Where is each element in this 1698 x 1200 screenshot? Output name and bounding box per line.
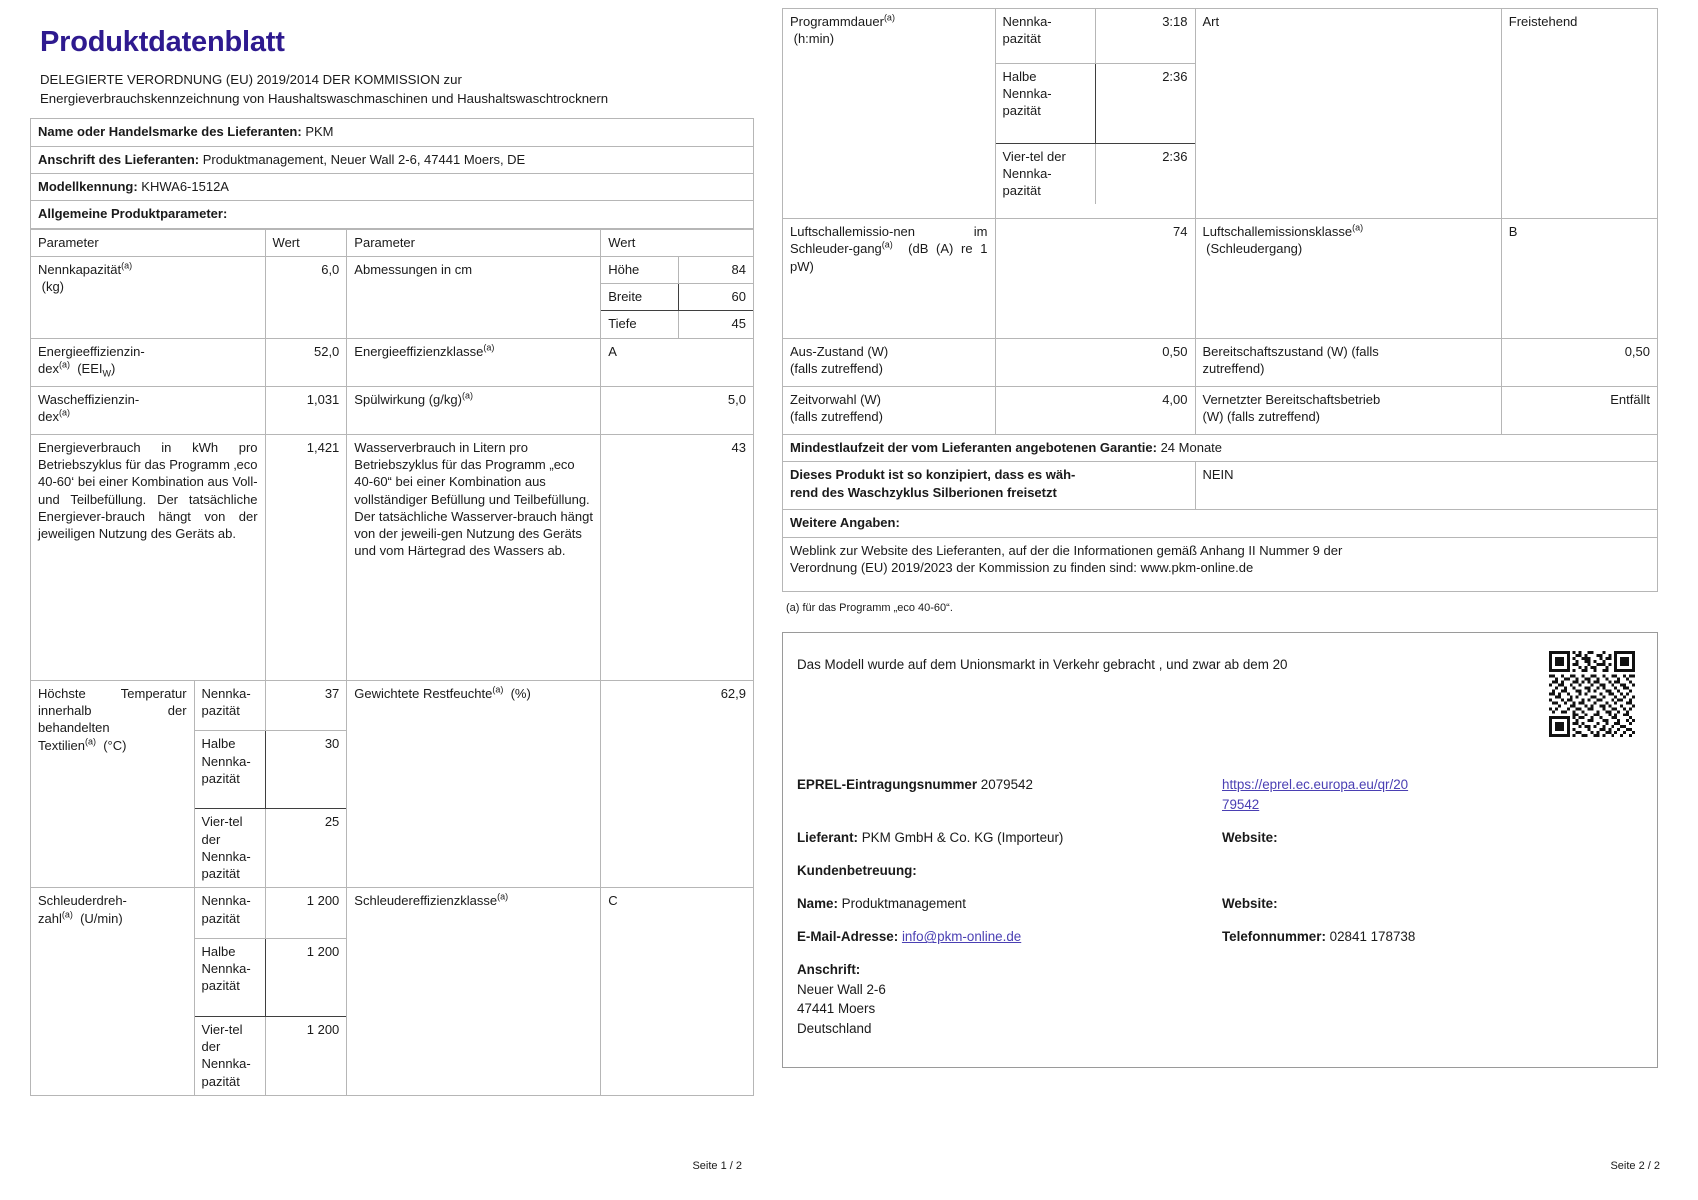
capacity-name-halbe: Halbe Nennka-pazität xyxy=(195,938,266,1016)
footnote-marker-a: (a) xyxy=(497,892,509,903)
footnote-marker-a: (a) xyxy=(58,359,70,370)
capacity-value-viertel: 25 xyxy=(265,809,346,888)
address-line2: 47441 Moers xyxy=(797,1001,876,1017)
lieferant-cell xyxy=(797,824,1206,857)
capacity-value-viertel: 1 200 xyxy=(265,1016,346,1095)
aus-zustand-label-line1: Aus-Zustand (W) xyxy=(790,344,889,359)
spacer-cell xyxy=(1222,857,1631,890)
energieverbrauch-value: 1,421 xyxy=(265,434,347,680)
supplier-name-value: PKM xyxy=(305,124,334,140)
dimension-row xyxy=(601,257,753,284)
qr-code-icon xyxy=(1549,651,1635,737)
schleuderklasse-label-text: Schleudereffizienzklasse xyxy=(354,893,498,909)
schleuder-capacity-cell xyxy=(194,888,347,1096)
footnote-marker-a: (a) xyxy=(84,736,96,747)
nennkapazitaet-unit: (kg) xyxy=(41,279,65,295)
contact-name-cell xyxy=(797,890,1206,923)
spacer-cell xyxy=(1222,956,1631,1047)
header-parameter-right: Parameter xyxy=(347,229,601,256)
supplier-address-row xyxy=(31,146,754,173)
header-parameter-left: Parameter xyxy=(31,229,266,256)
capacity-row xyxy=(996,63,1195,143)
supplier-address-cell xyxy=(31,146,754,173)
subtitle-line-1: DELEGIERTE VERORDNUNG (EU) 2019/2014 DER KOMMISSION zur xyxy=(40,72,462,87)
header-value-right: Wert xyxy=(601,229,754,256)
table-row xyxy=(31,386,754,434)
eei-label-line1: Energieeffizienzin- xyxy=(38,343,145,359)
dimension-name-hoehe: Höhe xyxy=(601,257,678,284)
address-label: Anschrift: xyxy=(797,962,861,978)
bereitschaft-label-line2: zutreffend) xyxy=(1202,361,1265,377)
dimension-row xyxy=(601,311,753,338)
capacity-row xyxy=(195,888,347,938)
art-value: Freistehend xyxy=(1501,9,1657,219)
schleuder-unit: (U/min) xyxy=(80,910,123,926)
schleuder-capacity-table xyxy=(195,888,347,1095)
wascheffizienz-label xyxy=(31,386,266,434)
programmdauer-label-text: Programmdauer xyxy=(790,14,884,29)
supplier-address-label: Anschrift des Lieferanten: xyxy=(38,151,200,167)
wascheffizienz-value: 1,031 xyxy=(265,386,347,434)
eprel-link-cell[interactable] xyxy=(1222,771,1631,824)
capacity-row xyxy=(195,809,347,888)
restfeuchte-unit: (%) xyxy=(510,685,531,701)
address-cell xyxy=(797,956,1206,1047)
vernetzt-label-line1: Vernetzter Bereitschaftsbetrieb xyxy=(1202,392,1381,407)
capacity-row xyxy=(195,1016,347,1095)
schleuder-label xyxy=(31,888,195,1096)
nennkapazitaet-label-text: Nennkapazität xyxy=(38,261,122,277)
eei-label-eei: (EEI xyxy=(77,361,103,376)
energieverbrauch-label: Energieverbrauch in kWh pro Betriebszyklus für das Programm ‚eco 40-60‘ bei einer Kombination aus Voll- und Teilbefüllung. Der tatsächliche Energiever-brauch hängt von der jeweiligen Nutzung des Geräts ab. xyxy=(31,434,266,680)
table-row xyxy=(31,434,754,680)
dimension-name-tiefe: Tiefe xyxy=(601,311,678,338)
abmessungen-cell xyxy=(601,256,754,338)
table-row xyxy=(783,510,1658,537)
general-params-row xyxy=(31,201,754,228)
temperatur-capacity-cell xyxy=(194,680,347,888)
model-cell xyxy=(31,174,754,201)
temperatur-label-text: Höchste Temperatur innerhalb der behandelten Textilien xyxy=(38,685,187,753)
address-line1: Neuer Wall 2-6 xyxy=(797,981,886,997)
dimension-value-tiefe: 45 xyxy=(678,311,753,338)
footnote-marker-a: (a) xyxy=(58,407,70,418)
table-row xyxy=(31,888,754,1096)
temperatur-unit: (°C) xyxy=(103,737,127,753)
kundenbetreuung-label: Kundenbetreuung: xyxy=(797,863,917,878)
capacity-row xyxy=(195,938,347,1016)
page-footer-right: Seite 2 / 2 xyxy=(1610,1160,1660,1172)
silberionen-value: NEIN xyxy=(1195,462,1658,510)
weblink-value[interactable]: www.pkm-online.de xyxy=(1140,559,1254,575)
spuelwirkung-label xyxy=(347,386,601,434)
capacity-value-halbe: 30 xyxy=(265,731,346,809)
programmdauer-label xyxy=(783,9,996,219)
eei-subscript: W xyxy=(102,368,111,379)
table-row xyxy=(31,680,754,888)
wascheffizienz-label-line1: Wascheffizienzin- xyxy=(38,391,140,407)
table-row xyxy=(783,435,1658,462)
luftschallklasse-label xyxy=(1195,219,1501,339)
bereitschaft-label xyxy=(1195,339,1501,387)
nennkapazitaet-label xyxy=(31,256,266,338)
footnote-a: (a) für das Programm „eco 40-60“. xyxy=(786,601,953,614)
table-row xyxy=(783,537,1658,591)
capacity-name-nenn: Nennka-pazität xyxy=(195,888,266,938)
schleuderklasse-value: C xyxy=(601,888,754,1096)
garantie-label: Mindestlaufzeit der vom Lieferanten angebotenen Garantie: xyxy=(790,440,1157,455)
capacity-name-viertel: Vier-tel der Nennka-pazität xyxy=(195,1016,266,1095)
vernetzt-value: Entfällt xyxy=(1501,387,1657,435)
capacity-value-halbe: 2:36 xyxy=(1095,63,1195,143)
market-intro-text: Das Modell wurde auf dem Unionsmarkt in Verkehr gebracht , und zwar ab dem 20 xyxy=(797,656,1288,672)
model-label: Modellkennung: xyxy=(38,179,138,195)
luftschallklasse-value: B xyxy=(1501,219,1657,339)
luftschallklasse-label-line2: (Schleudergang) xyxy=(1206,241,1303,257)
garantie-cell xyxy=(783,435,1658,462)
parameter-table-continued xyxy=(782,8,1658,592)
bereitschaft-label-line1: Bereitschaftszustand (W) (falls xyxy=(1202,344,1379,359)
weitere-angaben-label: Weitere Angaben: xyxy=(783,510,1658,537)
energieklasse-label xyxy=(347,338,601,386)
page-footer-left: Seite 1 / 2 xyxy=(692,1160,742,1172)
table-row xyxy=(783,462,1658,510)
supplier-address-value: Produktmanagement, Neuer Wall 2-6, 47441 Moers, DE xyxy=(202,151,526,167)
eprel-link-line2[interactable]: 79542 xyxy=(1222,796,1260,812)
table-row xyxy=(783,9,1658,219)
zeitvorwahl-value: 4,00 xyxy=(995,387,1195,435)
table-header-row xyxy=(31,229,754,256)
eei-label-line2: dex xyxy=(38,361,59,376)
page-title: Produktdatenblatt xyxy=(40,26,285,58)
dimension-value-hoehe: 84 xyxy=(678,257,753,284)
zeitvorwahl-label-line1: Zeitvorwahl (W) xyxy=(790,392,882,407)
energieklasse-label-text: Energieeffizienzklasse xyxy=(354,343,484,359)
footnote-marker-a: (a) xyxy=(492,684,504,695)
wascheffizienz-label-line2: dex xyxy=(38,409,59,424)
address-line3: Deutschland xyxy=(797,1020,872,1036)
dimension-value-breite: 60 xyxy=(678,284,753,311)
lieferant-label: Lieferant: xyxy=(797,829,859,845)
silberionen-label-line1: Dieses Produkt ist so konzipiert, dass es wäh- xyxy=(790,467,1076,483)
capacity-value-viertel: 2:36 xyxy=(1095,143,1195,204)
table-row xyxy=(783,339,1658,387)
footnote-marker-a: (a) xyxy=(483,342,495,353)
dimensions-table xyxy=(601,257,753,338)
footnote-marker-a: (a) xyxy=(121,260,133,271)
garantie-value: 24 Monate xyxy=(1160,440,1223,455)
capacity-row xyxy=(996,143,1195,204)
capacity-name-halbe: Halbe Nennka-pazität xyxy=(996,63,1096,143)
schleuder-label-line2: zahl xyxy=(38,910,62,926)
model-value: KHWA6-1512A xyxy=(141,179,229,195)
capacity-name-viertel: Vier-tel der Nennka-pazität xyxy=(195,809,266,888)
phone-label: Telefonnummer: xyxy=(1222,929,1326,945)
restfeuchte-label xyxy=(347,680,601,888)
eei-label-close: ) xyxy=(111,361,116,376)
table-row xyxy=(31,256,754,338)
contact-name-value: Produktmanagement xyxy=(841,896,966,912)
footnote-marker-a: (a) xyxy=(461,390,473,401)
footnote-marker-a: (a) xyxy=(883,12,895,23)
luftschall-value: 74 xyxy=(995,219,1195,339)
programmdauer-unit: (h:min) xyxy=(793,31,835,47)
schleuder-label-line1: Schleuderdreh- xyxy=(38,893,127,909)
capacity-value-nenn: 3:18 xyxy=(1095,9,1195,63)
table-row xyxy=(31,338,754,386)
capacity-value-nenn: 1 200 xyxy=(265,888,346,938)
vernetzt-label-line2: (W) (falls zutreffend) xyxy=(1202,409,1321,425)
spuelwirkung-label-text: Spülwirkung (g/kg) xyxy=(354,391,462,407)
supplier-table xyxy=(30,118,754,228)
luftschall-label xyxy=(783,219,996,339)
aus-zustand-label xyxy=(783,339,996,387)
phone-value: 02841 178738 xyxy=(1329,929,1416,945)
temperatur-label xyxy=(31,680,195,888)
wasserverbrauch-value: 43 xyxy=(601,434,754,680)
weblink-line2: Verordnung (EU) 2019/2023 der Kommission zu finden sind: xyxy=(790,559,1137,575)
supplier-name-label: Name oder Handelsmarke des Lieferanten: xyxy=(38,124,302,140)
schleuderklasse-label xyxy=(347,888,601,1096)
email-label: E-Mail-Adresse: xyxy=(797,929,899,945)
capacity-value-halbe: 1 200 xyxy=(265,938,346,1016)
capacity-row xyxy=(996,9,1195,63)
energieklasse-value: A xyxy=(601,338,754,386)
restfeuchte-value: 62,9 xyxy=(601,680,754,888)
supplier-name-row xyxy=(31,119,754,146)
luftschall-label-text: Luftschallemissio-nen im Schleuder-gang xyxy=(790,224,988,257)
eprel-link-line1[interactable]: https://eprel.ec.europa.eu/qr/20 xyxy=(1222,776,1409,792)
aus-zustand-value: 0,50 xyxy=(995,339,1195,387)
dimension-name-breite: Breite xyxy=(601,284,678,311)
table-row xyxy=(783,387,1658,435)
art-label: Art xyxy=(1195,9,1501,219)
footnote-marker-a: (a) xyxy=(1352,222,1364,233)
page-1 xyxy=(0,0,772,1200)
email-cell xyxy=(797,923,1206,956)
spuelwirkung-value: 5,0 xyxy=(601,386,754,434)
supplier-name-cell xyxy=(31,119,754,146)
model-row xyxy=(31,174,754,201)
nennkapazitaet-value: 6,0 xyxy=(265,256,347,338)
phone-cell xyxy=(1222,923,1631,956)
email-value[interactable]: info@pkm-online.de xyxy=(901,929,1022,945)
capacity-value-nenn: 37 xyxy=(265,681,346,731)
website-label-1: Website: xyxy=(1222,829,1278,845)
subtitle-line-2: Energieverbrauchskennzeichnung von Haushaltswaschmaschinen und Haushaltswaschtrocknern xyxy=(40,90,609,106)
aus-zustand-label-line2: (falls zutreffend) xyxy=(790,361,883,377)
zeitvorwahl-label-line2: (falls zutreffend) xyxy=(790,409,883,425)
footnote-marker-a: (a) xyxy=(61,909,73,920)
header-value-left: Wert xyxy=(265,229,347,256)
wasserverbrauch-label: Wasserverbrauch in Litern pro Betriebszyklus für das Programm „eco 40-60“ bei einer Kombination aus vollständiger Befüllung und Teilbefüllung. Der tatsächliche Wasserver-brauch hängt von der jeweili-gen Nutzung des Geräts und vom Härtegrad des Wassers ab. xyxy=(347,434,601,680)
zeitvorwahl-label xyxy=(783,387,996,435)
eprel-number-cell xyxy=(797,771,1206,824)
luftschall-unit: (dB (A) re 1 pW) xyxy=(790,241,988,274)
programmdauer-capacity-cell xyxy=(995,9,1195,219)
lieferant-value: PKM GmbH & Co. KG (Importeur) xyxy=(861,829,1064,845)
capacity-row xyxy=(195,731,347,809)
contact-box xyxy=(782,632,1658,1069)
general-params-title: Allgemeine Produktparameter: xyxy=(31,201,754,228)
abmessungen-label: Abmessungen in cm xyxy=(347,256,601,338)
silberionen-label xyxy=(783,462,1196,510)
regulation-subtitle xyxy=(40,71,754,108)
website-label-2: Website: xyxy=(1222,896,1278,912)
page-2 xyxy=(772,0,1698,1200)
temperatur-capacity-table xyxy=(195,681,347,888)
eprel-label: EPREL-Eintragungsnummer xyxy=(797,776,978,792)
programmdauer-capacity-table xyxy=(996,9,1195,204)
weblink-line1: Weblink zur Website des Lieferanten, auf der die Informationen gemäß Anhang II Nummer 9 der xyxy=(790,542,1343,558)
luftschallklasse-label-line1: Luftschallemissionsklasse xyxy=(1202,224,1353,239)
contact-name-label: Name: xyxy=(797,896,838,912)
eprel-value: 2079542 xyxy=(980,776,1033,792)
table-row xyxy=(783,219,1658,339)
capacity-name-viertel: Vier-tel der Nennka-pazität xyxy=(996,143,1096,204)
silberionen-label-line2: rend des Waschzyklus Silberionen freisetzt xyxy=(790,484,1057,500)
capacity-row xyxy=(195,681,347,731)
parameter-table xyxy=(30,229,754,1097)
capacity-name-halbe: Halbe Nennka-pazität xyxy=(195,731,266,809)
weblink-cell xyxy=(783,537,1658,591)
contact-details-grid xyxy=(797,771,1631,1047)
restfeuchte-label-text: Gewichtete Restfeuchte xyxy=(354,685,493,701)
footnote-marker-a: (a) xyxy=(881,239,893,250)
eei-value: 52,0 xyxy=(265,338,347,386)
bereitschaft-value: 0,50 xyxy=(1501,339,1657,387)
capacity-name-nenn: Nennka-pazität xyxy=(195,681,266,731)
vernetzt-label xyxy=(1195,387,1501,435)
capacity-name-nenn: Nennka-pazität xyxy=(996,9,1096,63)
dimension-row xyxy=(601,284,753,311)
eei-label xyxy=(31,338,266,386)
